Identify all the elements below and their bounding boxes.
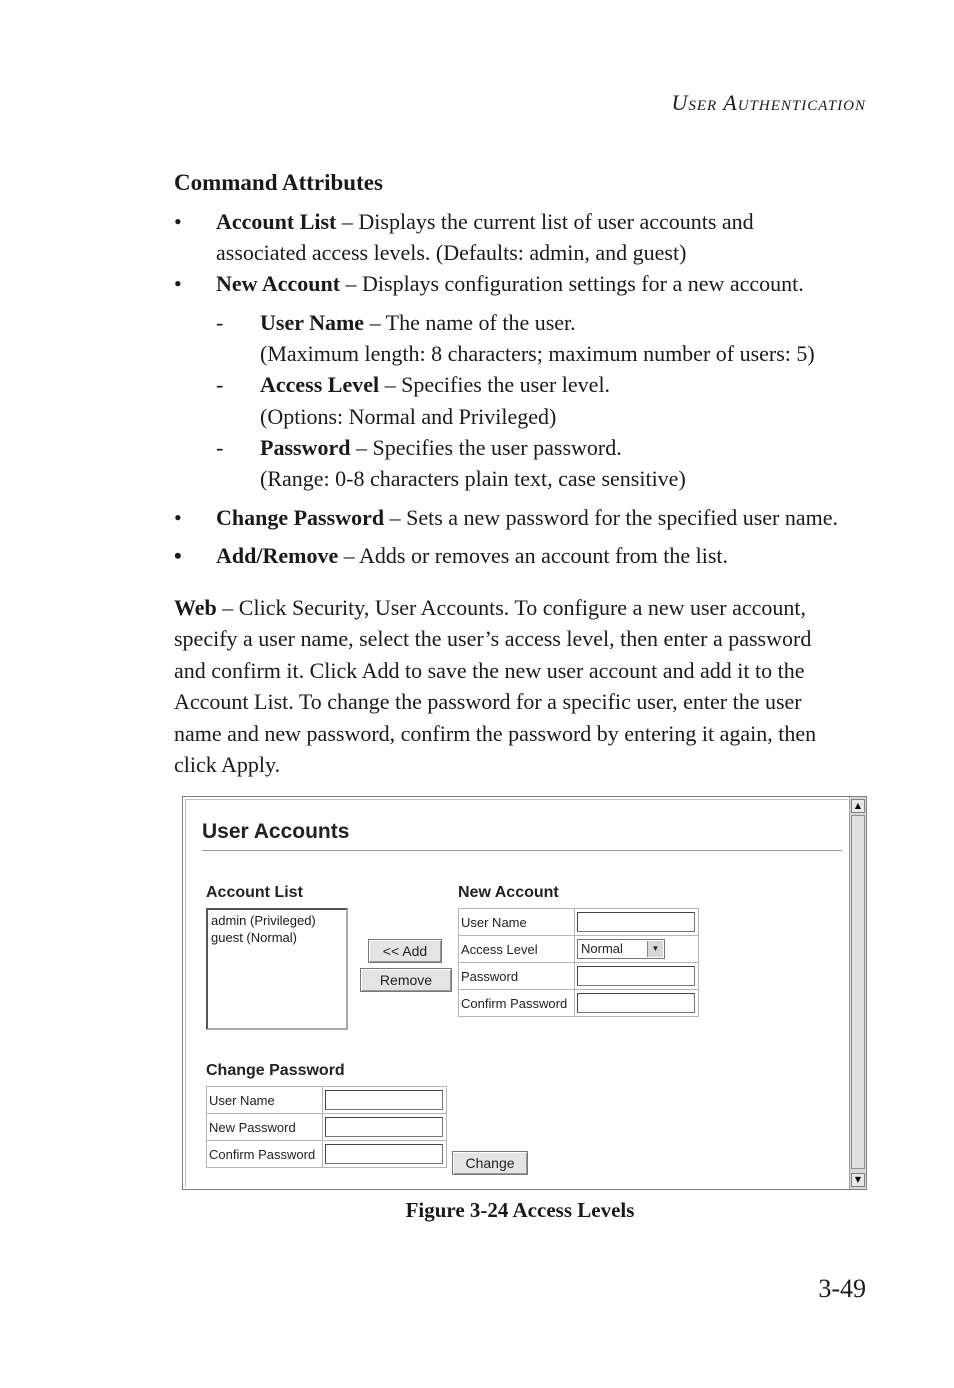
account-list-box[interactable] [206,908,348,1030]
change-button[interactable]: Change [452,1151,528,1175]
new-confirm-password-input[interactable] [577,993,695,1013]
attr-password: - Password – Specifies the user password. [216,435,622,460]
title-divider [202,850,842,851]
field-label: Confirm Password [207,1141,323,1168]
add-button[interactable]: << Add [368,939,442,963]
page-number: 3-49 [818,1274,866,1303]
attr-add-remove: • Add/Remove – Adds or removes an account from the list. [174,543,729,568]
field-label: User Name [459,909,575,936]
vertical-scrollbar[interactable] [849,797,866,1189]
field-label: Password [459,963,575,990]
running-header: User Authentication [671,90,866,115]
change-new-password-input[interactable] [325,1117,443,1137]
attr-account-list-cont: associated access levels. (Defaults: admin, and guest) [216,240,687,265]
new-password-input[interactable] [577,966,695,986]
scroll-up-icon[interactable]: ▲ [851,799,865,813]
attr-password-cont: (Range: 0-8 characters plain text, case sensitive) [260,466,686,491]
access-level-value: Normal [581,941,623,956]
change-password-form [206,1086,447,1168]
attr-access-level: - Access Level – Specifies the user level. [216,372,611,397]
attr-user-name: - User Name – The name of the user. [216,310,576,335]
account-list-item[interactable]: admin (Privileged) [211,913,316,928]
new-account-label: New Account [458,884,559,901]
attr-user-name-cont: (Maximum length: 8 characters; maximum number of users: 5) [260,341,815,366]
user-accounts-figure [182,796,867,1190]
new-user-name-input[interactable] [577,912,695,932]
account-list-label: Account List [206,884,303,901]
new-account-form [458,908,699,1017]
scroll-thumb[interactable] [851,815,865,1169]
field-label: New Password [207,1114,323,1141]
user-accounts-title: User Accounts [202,820,350,843]
field-label: Confirm Password [459,990,575,1017]
attr-new-account: • New Account – Displays configuration settings for a new account. [174,271,804,296]
figure-caption: Figure 3-24 Access Levels [405,1198,635,1222]
field-label: User Name [207,1087,323,1114]
section-title: Command Attributes [174,170,383,195]
account-list-item[interactable]: guest (Normal) [211,930,297,945]
access-level-select[interactable] [577,939,665,959]
attr-change-password: • Change Password – Sets a new password for the specified user name. [174,505,838,530]
change-password-label: Change Password [206,1062,345,1079]
change-confirm-password-input[interactable] [325,1144,443,1164]
chevron-down-icon[interactable]: ▼ [647,941,663,957]
attr-access-level-cont: (Options: Normal and Privileged) [260,404,557,429]
change-user-name-input[interactable] [325,1090,443,1110]
web-paragraph: Web – Click Security, User Accounts. To configure a new user account, specify a user name, select the user’s access level, then enter a password and confirm it. Click Add to save the new user account and add it to the Account List. To change the password for a specific user, enter the user name and new password, confirm the password by entering it again, then click Apply. [174,595,817,778]
field-label: Access Level [459,936,575,963]
figure-content [185,799,848,1187]
attr-account-list: • Account List – Displays the current list of user accounts and [174,209,754,234]
scroll-down-icon[interactable]: ▼ [851,1173,865,1187]
remove-button[interactable]: Remove [360,968,452,992]
